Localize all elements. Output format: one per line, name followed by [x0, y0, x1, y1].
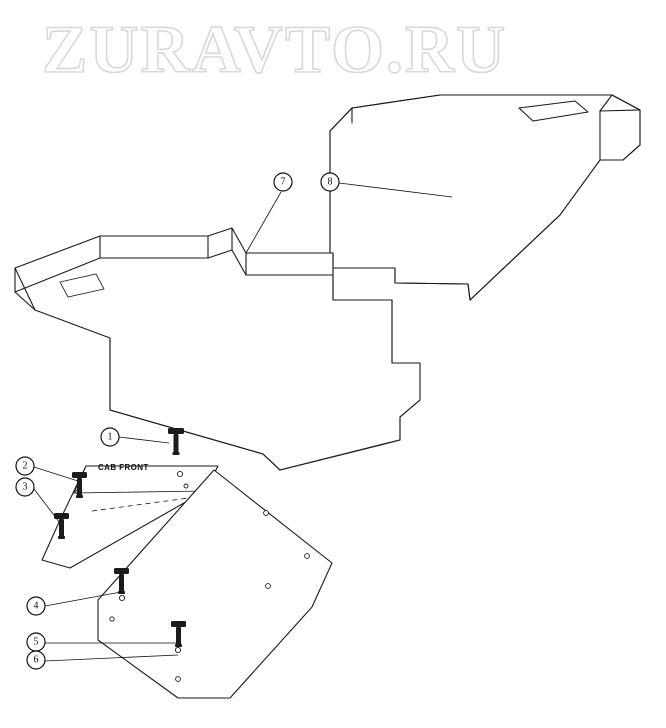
callout-8-number: 8: [327, 176, 333, 188]
callout-8[interactable]: [321, 173, 339, 191]
callout-7-number: 7: [280, 176, 286, 188]
callout-6-number: 6: [33, 654, 39, 666]
callout-4-number: 4: [33, 600, 39, 612]
callout-2[interactable]: [16, 457, 34, 475]
callout-3[interactable]: [16, 478, 34, 496]
bolt-bracket-top: [168, 428, 184, 455]
callout-6[interactable]: [27, 651, 45, 669]
callout-7[interactable]: [274, 173, 292, 191]
floor-mat-large: [327, 95, 640, 300]
cab-front-label: CAB FRONT: [98, 463, 149, 472]
watermark-text: ZURAVTO.RU: [42, 11, 508, 87]
callout-2-number: 2: [22, 460, 28, 472]
callout-1-number: 1: [107, 431, 113, 443]
callout-5-number: 5: [33, 636, 39, 648]
callout-5[interactable]: [27, 633, 45, 651]
callout-1[interactable]: [101, 428, 119, 446]
callout-4[interactable]: [27, 597, 45, 615]
callout-3-number: 3: [22, 481, 28, 493]
